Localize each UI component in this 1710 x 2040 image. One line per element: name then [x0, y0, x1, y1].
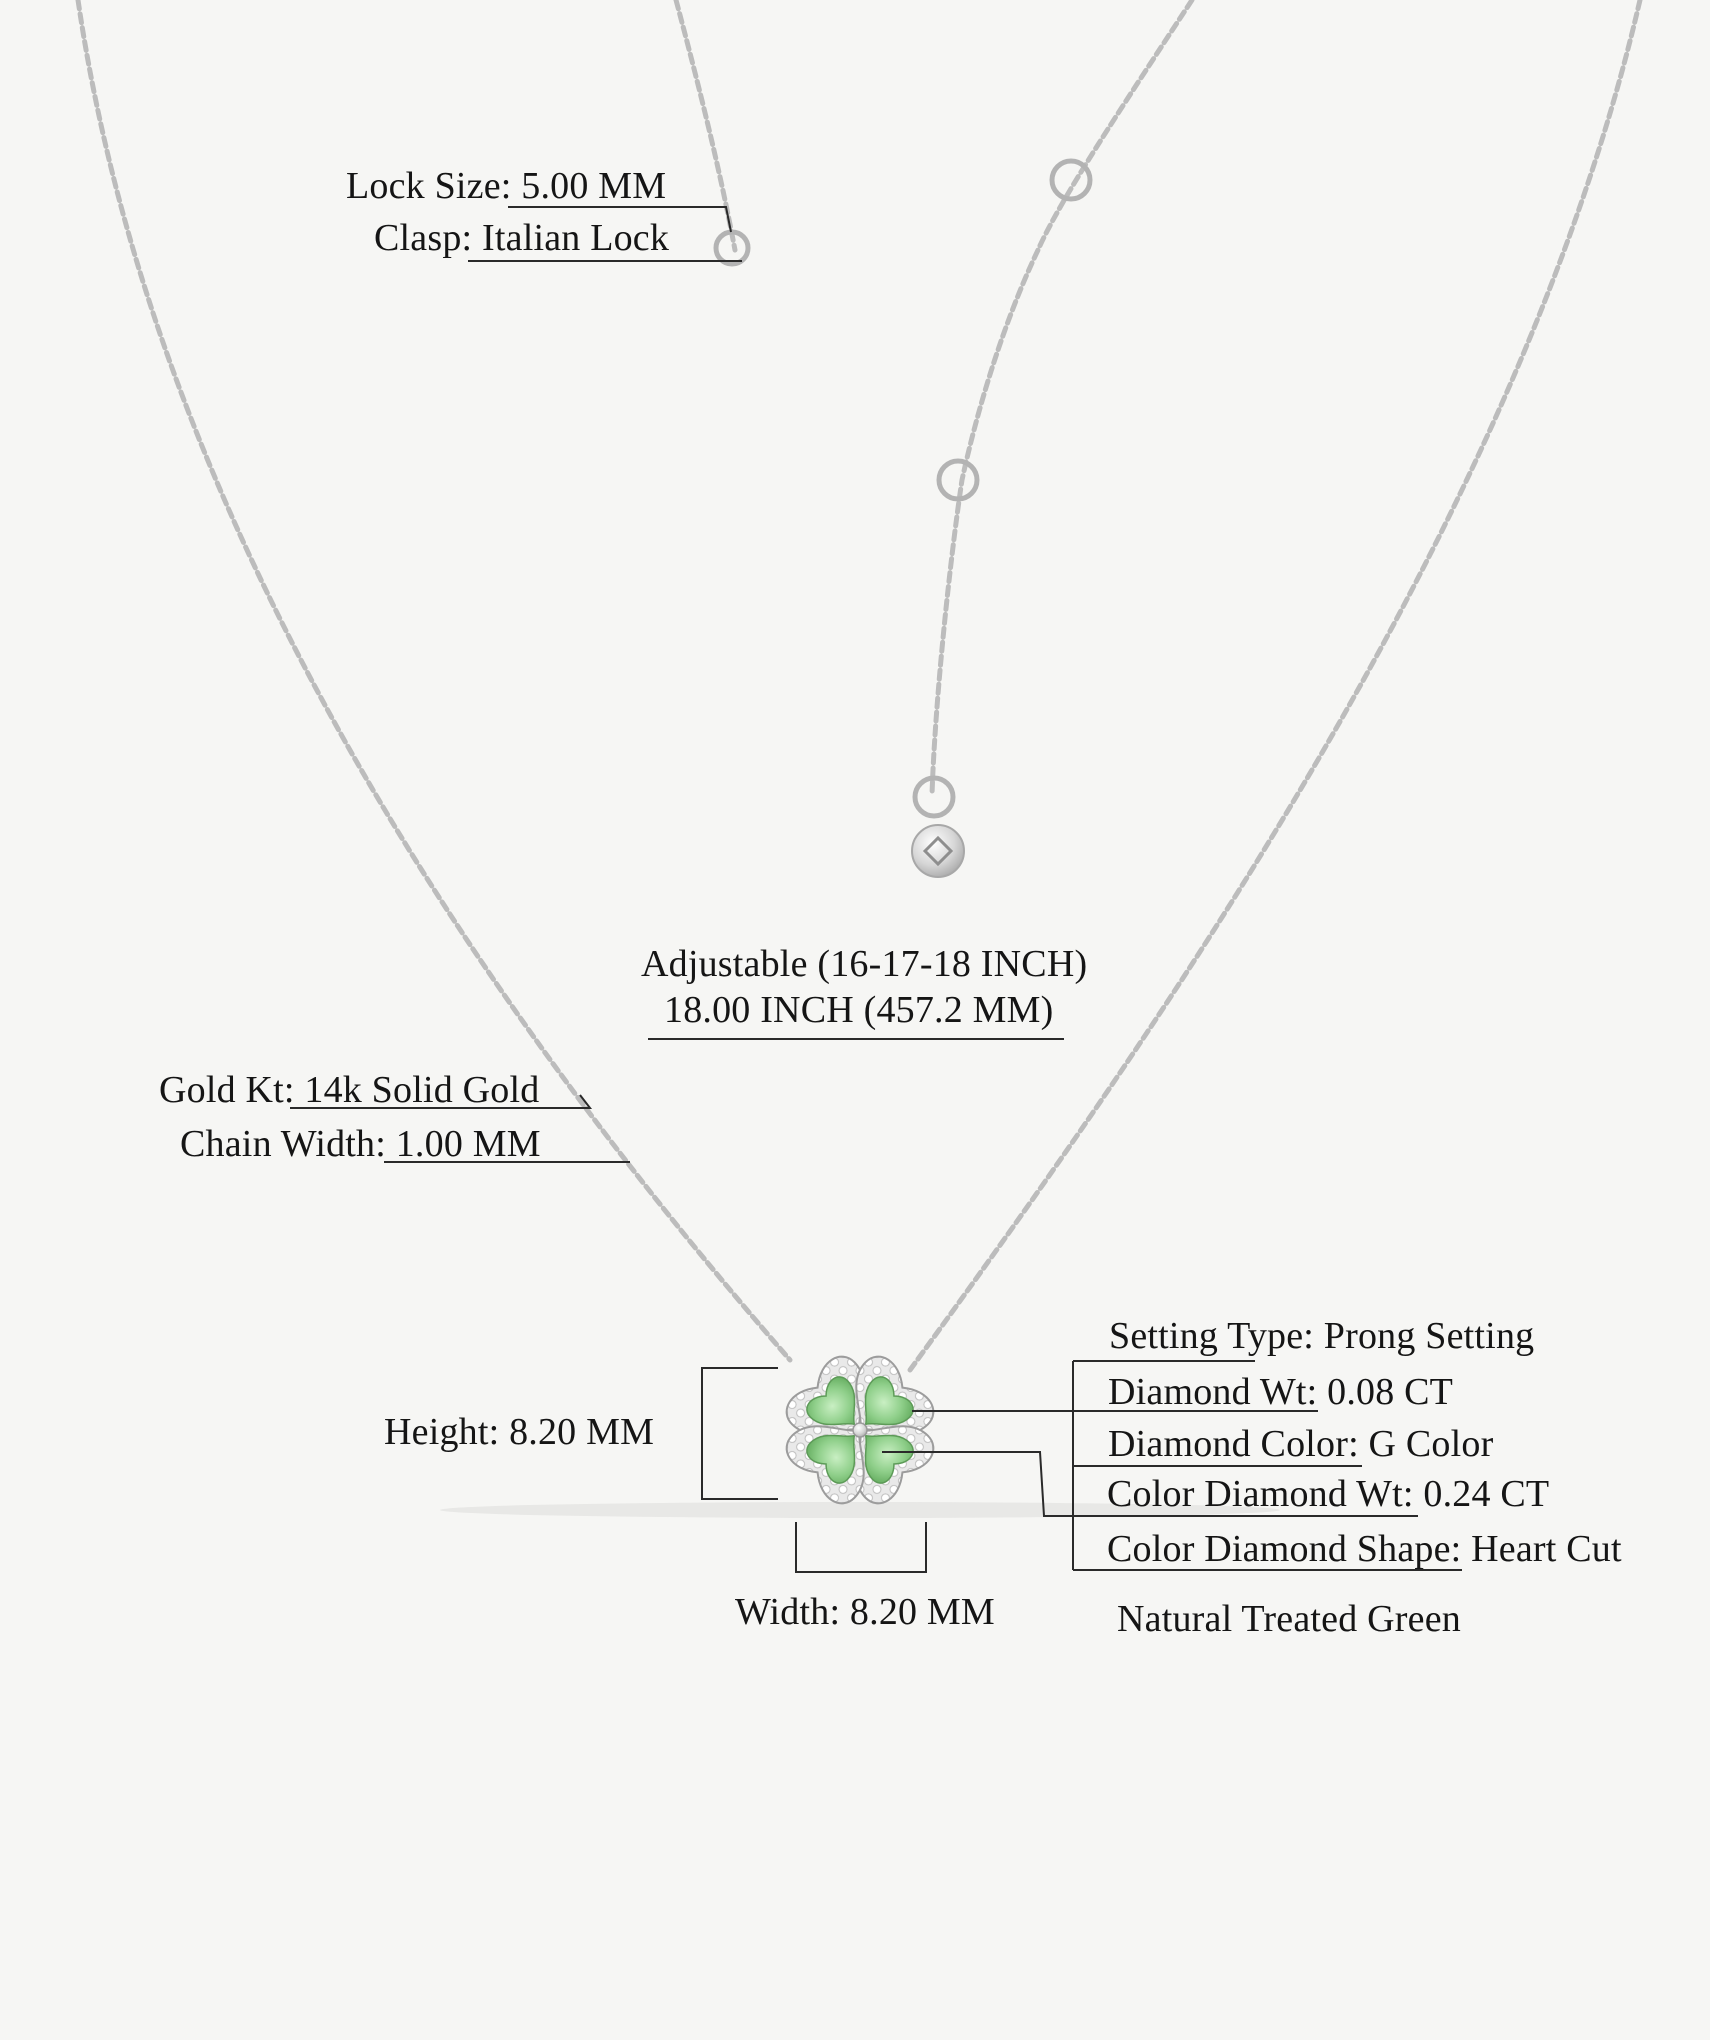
color-diamond-shape-value: Heart Cut: [1461, 1528, 1622, 1570]
diamond-wt-key: Diamond Wt:: [1108, 1371, 1318, 1413]
color-diamond-shape-key: Color Diamond Shape:: [1107, 1528, 1462, 1570]
color-diamond-type-label: Natural Treated Green: [1117, 1598, 1461, 1640]
width-bracket: [796, 1522, 926, 1572]
color-diamond-wt-value: 0.24 CT: [1413, 1473, 1550, 1515]
clasp-value: Italian Lock: [472, 217, 670, 259]
clasp-label: [374, 219, 669, 257]
lock-size-label: [346, 167, 666, 205]
extender-rings: [915, 161, 1090, 816]
gold-kt-value: 14k Solid Gold: [294, 1069, 540, 1111]
diamond-color-label: [1108, 1425, 1493, 1463]
lock-size-key: Lock Size:: [346, 165, 512, 207]
setting-type-value: Prong Setting: [1314, 1315, 1535, 1357]
adjustable-label: Adjustable (16-17-18 INCH): [641, 943, 1088, 985]
gold-kt-label: [159, 1071, 539, 1109]
clasp-key: Clasp:: [374, 217, 473, 259]
lock-size-value: 5.00 MM: [511, 165, 667, 207]
width-label: Width: 8.20 MM: [735, 1591, 995, 1633]
color-diamond-wt-key: Color Diamond Wt:: [1107, 1473, 1414, 1515]
chain-width-label: [180, 1125, 541, 1163]
color-diamond-wt-label: [1107, 1475, 1549, 1513]
chain-right-strand: [910, 0, 1640, 1370]
setting-type-label: [1109, 1317, 1534, 1355]
length-label: 18.00 INCH (457.2 MM): [664, 989, 1054, 1031]
chain-width-value: 1.00 MM: [386, 1123, 541, 1165]
four-leaf-clover-icon: [779, 1349, 940, 1510]
diamond-color-key: Diamond Color:: [1108, 1423, 1359, 1465]
diamond-wt-value: 0.08 CT: [1317, 1371, 1454, 1413]
extender-chain: [932, 0, 1192, 795]
diamond-color-value: G Color: [1358, 1423, 1494, 1465]
height-bracket: [702, 1368, 778, 1499]
logo-tag-icon: [912, 825, 964, 877]
height-label: Height: 8.20 MM: [384, 1411, 655, 1453]
gold-kt-key: Gold Kt:: [159, 1069, 295, 1111]
color-diamond-shape-label: [1107, 1530, 1622, 1568]
chain-width-key: Chain Width:: [180, 1123, 387, 1165]
diamond-wt-label: [1108, 1373, 1453, 1411]
setting-type-key: Setting Type:: [1109, 1315, 1315, 1357]
